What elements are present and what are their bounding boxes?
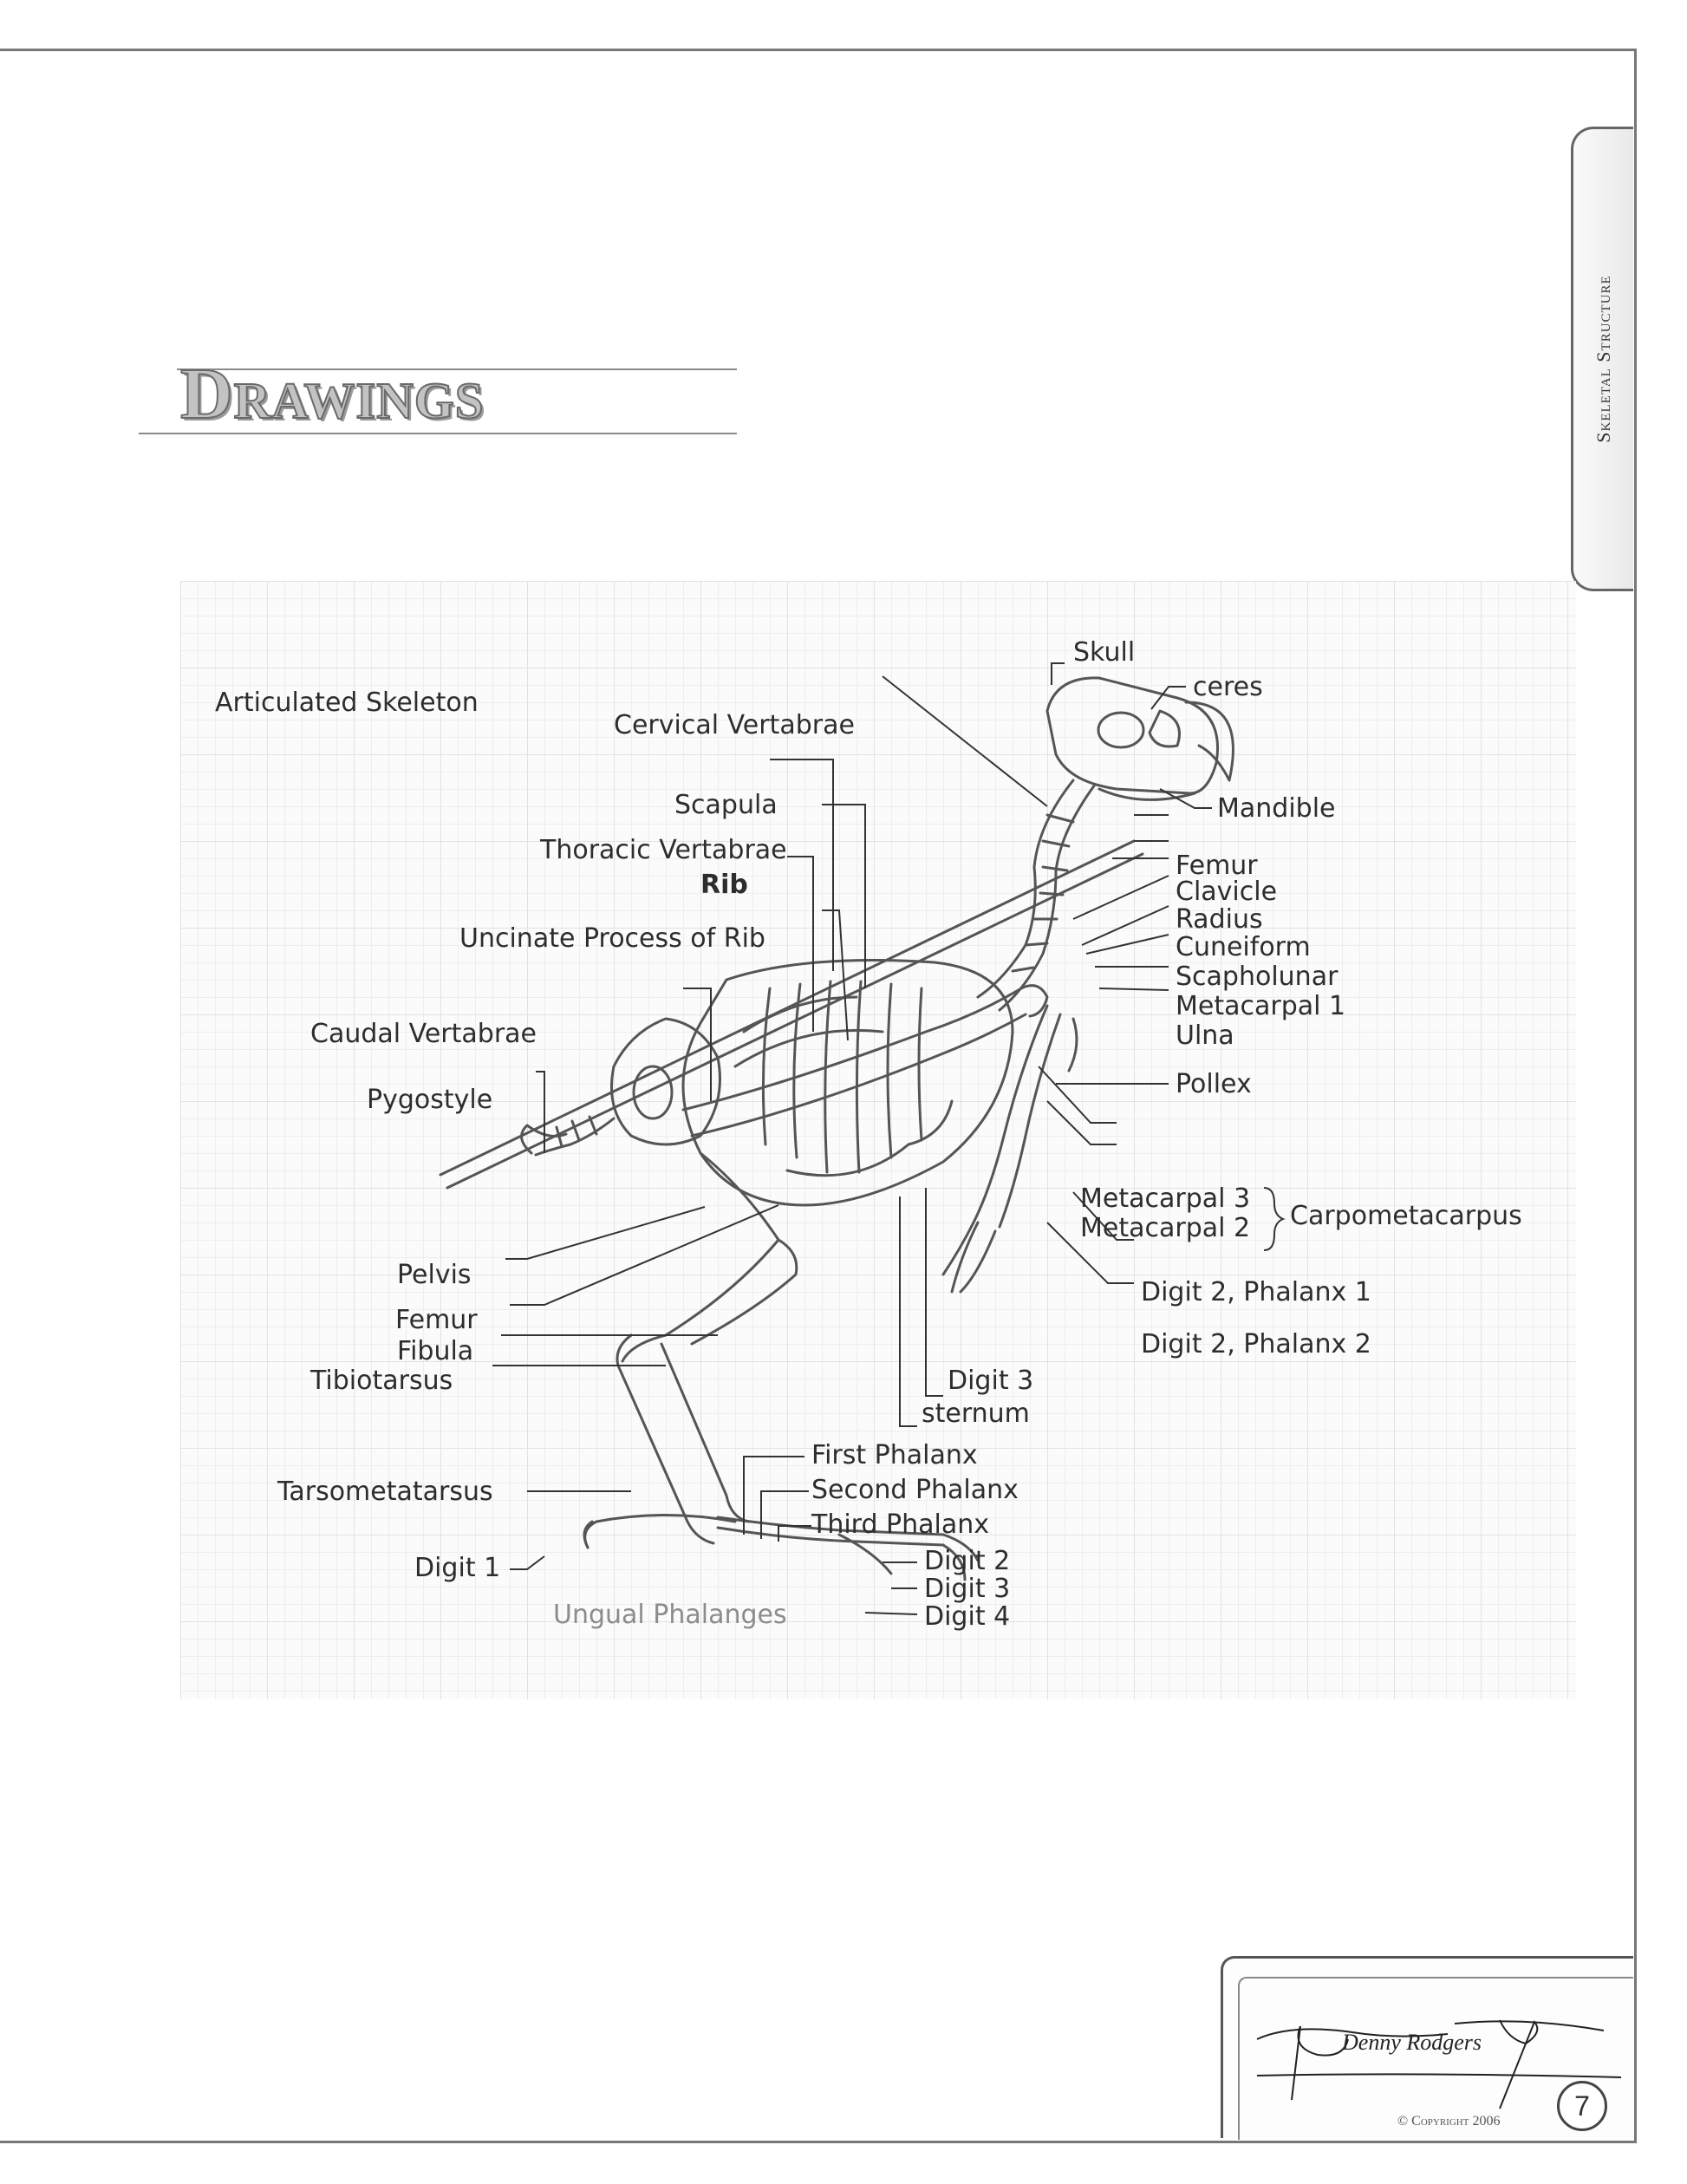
label-digit-3-wing: Digit 3 [948,1366,1034,1396]
label-pygostyle: Pygostyle [367,1085,493,1115]
label-ungual-phalanges: Ungual Phalanges [553,1600,787,1630]
label-pollex: Pollex [1176,1069,1252,1099]
label-carpometacarpus: Carpometacarpus [1290,1201,1522,1231]
label-radius: Radius [1176,904,1263,935]
section-heading [139,354,737,437]
label-digit2-phalanx2: Digit 2, Phalanx 2 [1141,1329,1371,1359]
drawing-caption: Articulated Skeleton [215,688,479,718]
label-cuneiform: Cuneiform [1176,932,1311,962]
label-digit2-phalanx1: Digit 2, Phalanx 1 [1141,1277,1371,1307]
label-metacarpal-1: Metacarpal 1 [1176,991,1346,1021]
label-digit-2: Digit 2 [924,1546,1011,1576]
label-metacarpal-2: Metacarpal 2 [1080,1213,1251,1243]
label-rib: Rib [700,870,748,900]
label-pelvis: Pelvis [397,1260,472,1290]
label-clavicle: Clavicle [1176,877,1278,907]
label-skull: Skull [1073,637,1136,668]
page-number: 7 [1557,2081,1607,2131]
label-uncinate-process: Uncinate Process of Rib [459,923,765,954]
label-fibula: Fibula [397,1336,474,1366]
label-femur-bottom: Femur [395,1305,478,1335]
label-femur-top: Femur [1176,851,1258,881]
label-cervical-vertabrae: Cervical Vertabrae [614,710,855,740]
label-digit-3-foot: Digit 3 [924,1574,1011,1604]
section-tab-label: Skeletal Structure [1592,275,1614,443]
section-tab[interactable] [1571,127,1633,591]
skeleton-illustration [180,581,1576,1699]
label-tarsometatarsus: Tarsometatarsus [277,1477,493,1507]
label-first-phalanx: First Phalanx [811,1440,978,1470]
label-digit-1: Digit 1 [414,1553,501,1583]
label-sternum: sternum [922,1398,1030,1429]
label-ulna: Ulna [1176,1020,1234,1051]
label-ceres: ceres [1193,672,1263,702]
label-mandible: Mandible [1217,793,1336,824]
copyright-notice: © Copyright 2006 [1397,2114,1501,2129]
label-scapula: Scapula [674,790,778,820]
label-second-phalanx: Second Phalanx [811,1475,1019,1505]
label-third-phalanx: Third Phalanx [811,1509,990,1540]
label-caudal-vertabrae: Caudal Vertabrae [310,1019,537,1049]
label-tibiotarsus: Tibiotarsus [310,1366,453,1396]
skeleton-drawing [180,581,1576,1699]
page-title: Drawings [180,354,485,434]
label-thoracic-vertabrae: Thoracic Vertabrae [540,835,787,865]
signature-text: Denny Rodgers [1342,2030,1482,2055]
label-digit-4: Digit 4 [924,1601,1011,1632]
label-scapholunar: Scapholunar [1176,962,1339,992]
carpometacarpus-brace [1264,1188,1283,1250]
label-metacarpal-3: Metacarpal 3 [1080,1183,1251,1214]
